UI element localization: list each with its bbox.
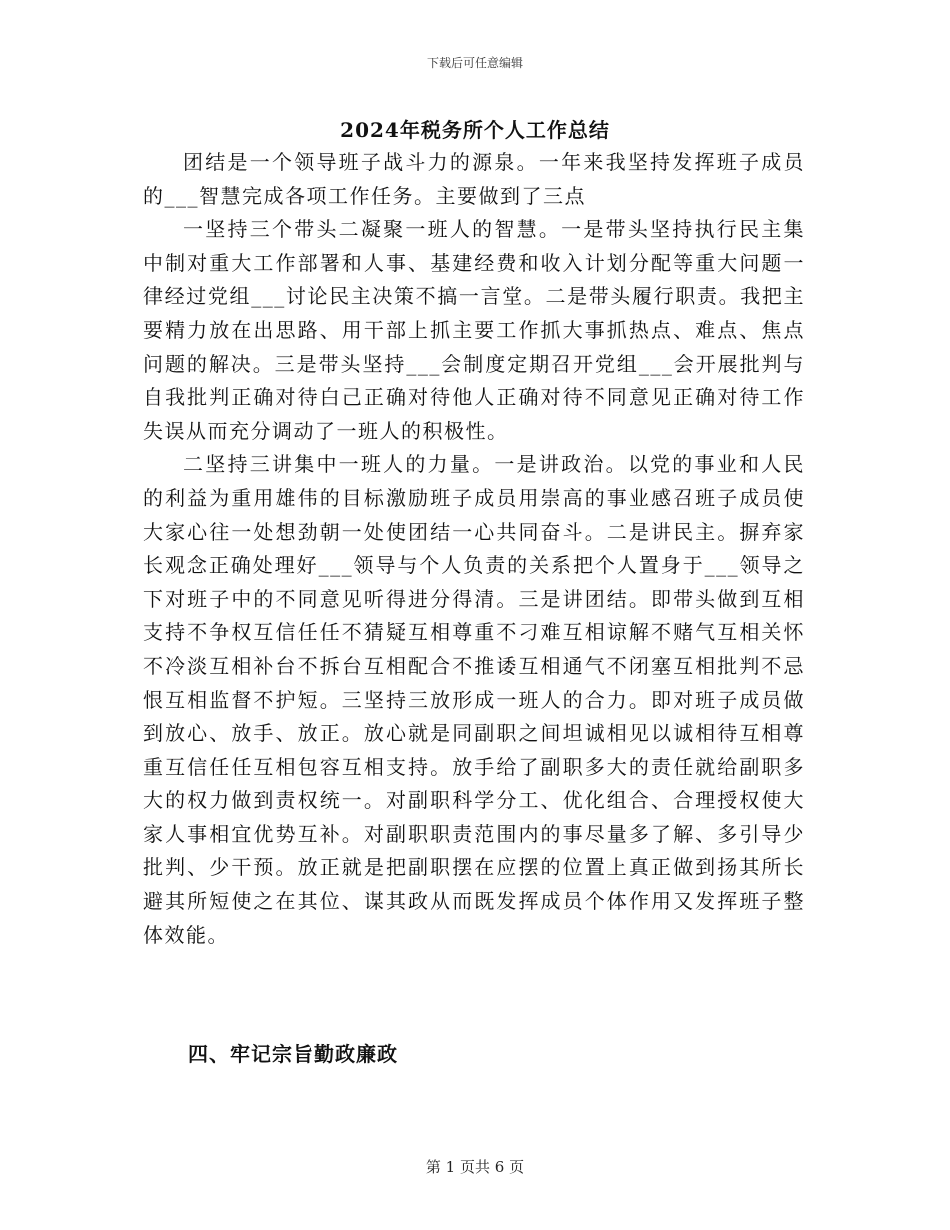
section-heading: 四、牢记宗旨勤政廉政 bbox=[188, 1042, 398, 1066]
body-paragraph-1: 团结是一个领导班子战斗力的源泉。一年来我坚持发挥班子成员的___智慧完成各项工作任务。主要做到了三点 bbox=[143, 150, 805, 208]
page-number: 第 1 页共 6 页 bbox=[425, 1158, 525, 1176]
body-paragraph-3: 二坚持三讲集中一班人的力量。一是讲政治。以党的事业和人民的利益为重用雄伟的目标激励班子成员用崇高的事业感召班子成员使大家心往一处想劲朝一处使团结一心共同奋斗。二是讲民主。摒弃家长观念正确处理好___领导与个人负责的关系把个人置身于___领导之下对班子中的不同意见听得进分得清。三是讲团结。即带头做到互相支持不争权互信任任不猜疑互相尊重不刁难互相谅解不赌气互相关怀不冷淡互相补台不拆台互相配合不推诿互相通气不闭塞互相批判不忌恨互相监督不护短。三坚持三放形成一班人的合力。即对班子成员做到放心、放手、放正。放心就是同副职之间坦诚相见以诚相待互相尊重互信任任互相包容互相支持。放手给了副职多大的责任就给副职多大的权力做到责权统一。对副职科学分工、优化组合、合理授权使大家人事相宜优势互补。对副职职责范围内的事尽量多了解、多引导少批判、少干预。放正就是把副职摆在应摆的位置上真正做到扬其所长避其所短使之在其位、谋其政从而既发挥成员个体作用又发挥班子整体效能。 bbox=[143, 452, 805, 947]
body-paragraph-2: 一坚持三个带头二凝聚一班人的智慧。一是带头坚持执行民主集中制对重大工作部署和人事、基建经费和收入计划分配等重大问题一律经过党组___讨论民主决策不搞一言堂。二是带头履行职责。我把主要精力放在出思路、用干部上抓主要工作抓大事抓热点、难点、焦点问题的解决。三是带头坚持___会制度定期召开党组___会开展批判与自我批判正确对待白己正确对待他人正确对待不同意见正确对待工作失误从而充分调动了一班人的积极性。 bbox=[143, 217, 805, 443]
document-title: 2024年税务所个人工作总结 bbox=[340, 118, 610, 142]
document-body bbox=[143, 146, 805, 952]
header-note: 下载后可任意编辑 bbox=[426, 56, 523, 70]
